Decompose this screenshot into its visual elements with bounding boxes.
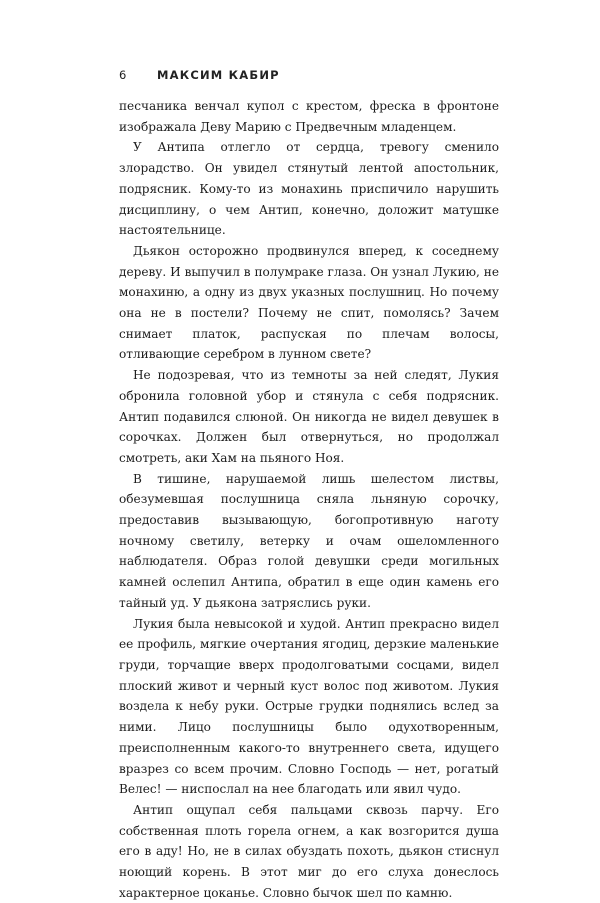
- paragraph: Не подозревая, что из темноты за ней следят, Лукия обронила головной убор и стянула с себя подрясник. Антип подавился слюной. Он никогда не видел девушек в сорочках. Должен был отвернуться, но продолжал смотреть, аки Хам на пьяного Ноя.: [119, 368, 499, 465]
- body-text: [119, 96, 499, 903]
- paragraph: В тишине, нарушаемой лишь шелестом листвы, обезумевшая послушница сняла льняную сорочку, предоставив вызывающую, богопротивную наготу ночному светилу, ветерку и очам ошеломленного наблюдателя. Образ голой девушки среди могильных камней ослепил Антипа, обратил в еще один камень его тайный уд. У дьякона затряслись руки.: [119, 471, 499, 610]
- paragraph: песчаника венчал купол с крестом, фреска в фронтоне изображала Деву Марию с Предвечным младенцем.: [119, 99, 499, 134]
- author-name: МАКСИМ КАБИР: [157, 68, 280, 82]
- paragraph: У Антипа отлегло от сердца, тревогу сменило злорадство. Он увидел стянутый лентой апостольник, подрясник. Кому-то из монахинь приспичило нарушить дисциплину, о чем Антип, конечно, доложит матушке настоятельнице.: [119, 140, 499, 238]
- paragraph: Дьякон осторожно продвинулся вперед, к соседнему дереву. И выпучил в полумраке глаза. Он узнал Лукию, не монахиню, а одну из двух указных послушниц. Но почему она не в постели? Почему не спит, помолясь? Зачем снимает платок, распуская по плечам волосы, отливающие серебром в лунном свете?: [119, 243, 499, 362]
- paragraph: Антип ощупал себя пальцами сквозь парчу. Его собственная плоть горела огнем, а как возгорится душа его в аду! Но, не в силах обуздать похоть, дьякон стиснул ноющий корень. В этот миг до его слуха донеслось характерное цоканье. Словно бычок шел по камню.: [119, 802, 499, 900]
- page-number: 6: [119, 68, 127, 82]
- paragraph: Лукия была невысокой и худой. Антип прекрасно видел ее профиль, мягкие очертания ягодиц, дерзкие маленькие груди, торчащие вверх продолговатыми сосцами, видел плоский живот и черный куст волос под животом. Лукия воздела к небу руки. Острые грудки поднялись вслед за ними. Лицо послушницы было одухотворенным, преисполненным какого-то внутреннего света, идущего вразрез со всем прочим. Словно Господь — нет, рогатый Велес! — ниспослал на нее благодать или явил чудо.: [119, 616, 499, 797]
- running-head: [119, 66, 499, 84]
